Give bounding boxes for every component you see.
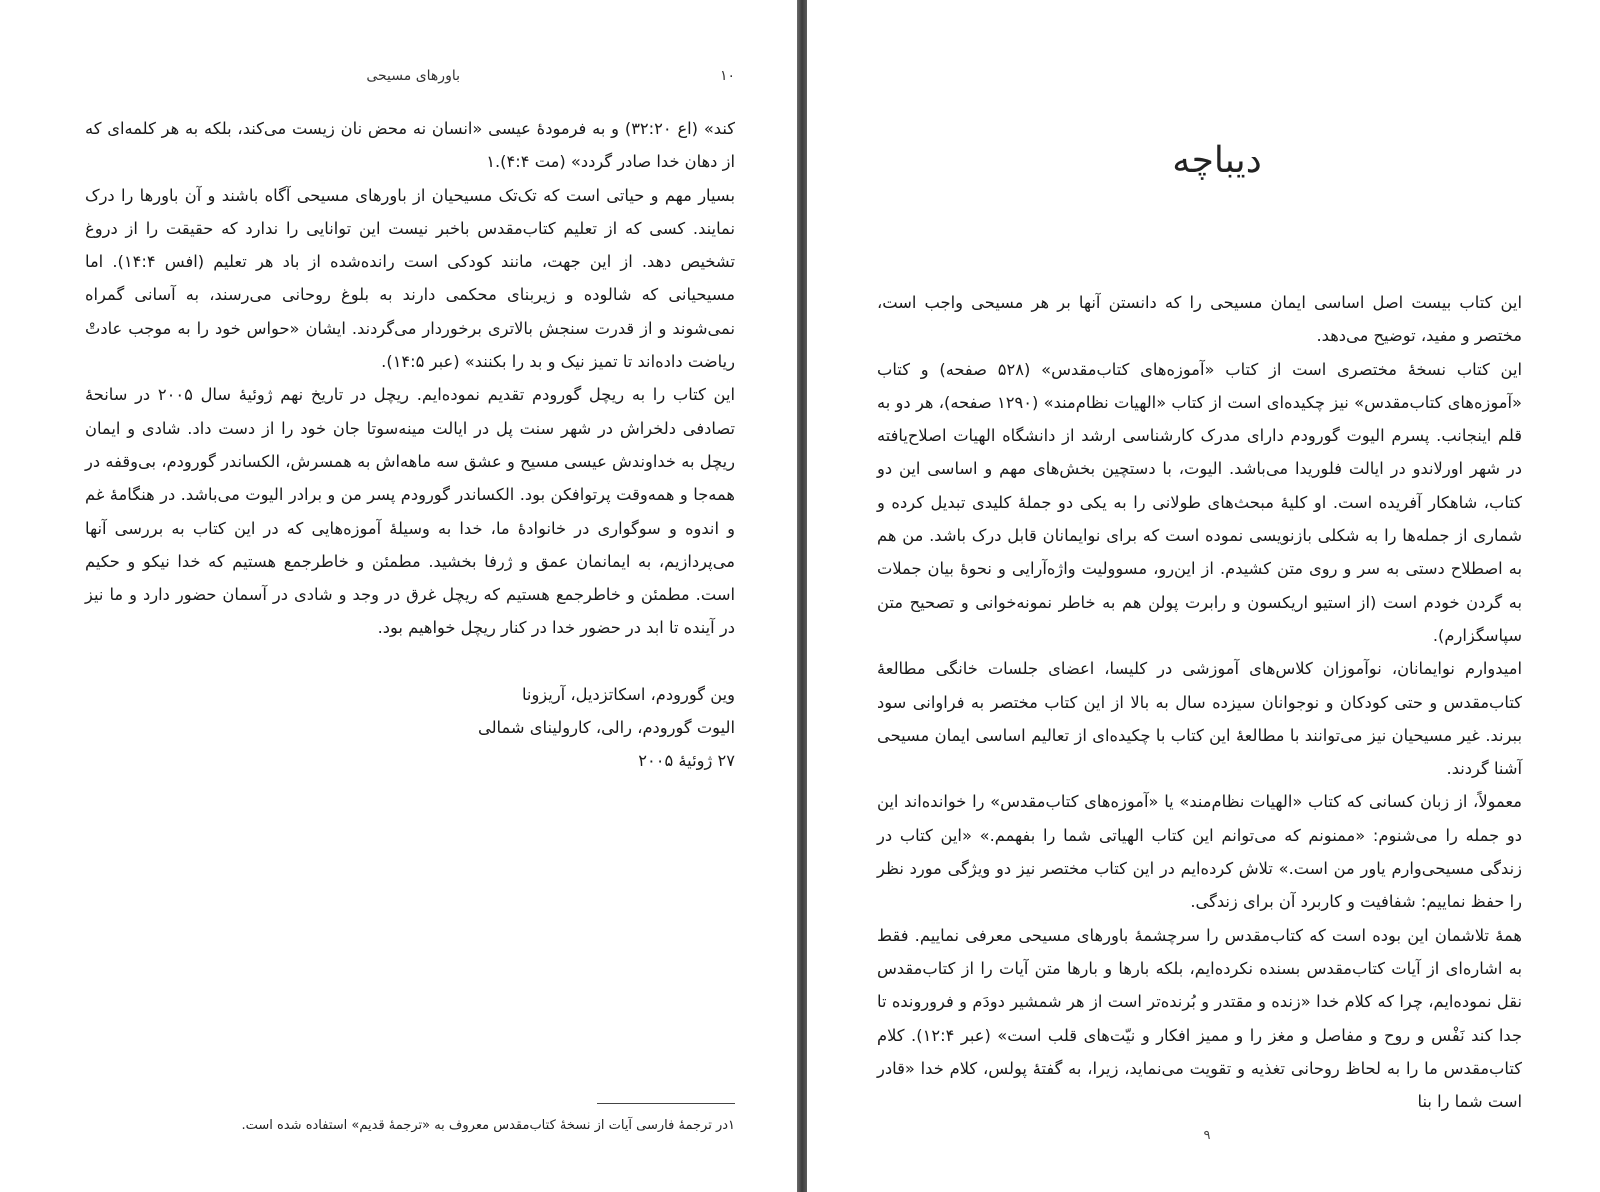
paragraph: این کتاب را به ریچل گورودم تقدیم نموده‌ایم. ریچل در تاریخ نهم ژوئیهٔ سال ۲۰۰۵ در سانحهٔ تصادفی دلخراش در شهر سنت پل در ایالت مینه‌سوتا جان خود را از دست داد. شادی و ایمان ریچل به خداوندش عیسی مسیح و عشق سه ماهه‌اش به همسرش، الکساندر گورودم، بی‌وقفه در همه‌جا و همه‌وقت پرتوافکن بود. الکساندر گورودم پسر من و برادر الیوت می‌باشد. در هنگامهٔ غم و اندوه و سوگواری در خانوادهٔ ما، خدا به وسیلهٔ آموزه‌هایی که در این کتاب به بررسی آنها می‌پردازیم، به ایمانمان عمق و ژرفا بخشید. مطمئن و خاطرجمع هستیم که خدا نیکو و حکیم است. مطمئن و خاطرجمع هستیم که ریچل غرق در وجد و شادی در آسمان حضور دارد و ما نیز در آینده تا ابد در حضور خدا در کنار ریچل خواهیم بود. xyxy=(85,385,735,638)
footnote: ۱در ترجمهٔ فارسی آیات از نسخهٔ کتاب‌مقدس معروف به «ترجمهٔ قدیم» استفاده شده است. xyxy=(241,1118,735,1133)
right-page-number: ۹ xyxy=(1203,1128,1211,1143)
left-body-text xyxy=(85,112,735,778)
signature-line: وین گورودم، اسکاتزدیل، آریزونا xyxy=(521,684,735,704)
left-page xyxy=(0,0,797,1192)
footnote-rule xyxy=(597,1103,735,1104)
chapter-title: دیباچه xyxy=(1172,140,1262,181)
paragraph: این کتاب بیست اصل اساسی ایمان مسیحی را که دانستن آنها بر هر مسیحی واجب است، مختصر و مفید، توضیح می‌دهد. xyxy=(877,293,1522,346)
right-body-text xyxy=(877,286,1522,1118)
paragraph: این کتاب نسخهٔ مختصری است از کتاب «آموزه‌های کتاب‌مقدس» (۵۲۸ صفحه) و کتاب «آموزه‌های کتاب‌مقدس» نیز چکیده‌ای است از کتاب «الهیات نظام‌مند» (۱۲۹۰ صفحه)، هر دو به قلم اینجانب. پسرم الیوت گورودم دارای مدرک کارشناسی ارشد از دانشگاه الهیات اصلاح‌یافته در شهر اورلاندو در ایالت فلوریدا می‌باشد. الیوت، با دستچین بخش‌های مهم و اساسی این دو کتاب، شاهکار آفریده است. او کلیهٔ مبحث‌های طولانی را به یکی دو جملهٔ کلیدی تبدیل کرده و شماری از جمله‌ها را به شکلی بازنویسی نموده است که برای نوایمانان قابل درک باشد. من هم به اصطلاح دستی به سر و روی متن کشیدم. از این‌رو، مسوولیت واژه‌آرایی و نحوهٔ بیان جملات به گردن خودم است (از استیو اریکسون و رابرت پولن هم به خاطر نمونه‌خوانی و تصحیح متن سپاسگزارم). xyxy=(877,359,1522,645)
book-gutter xyxy=(797,0,807,1192)
signature-block xyxy=(85,678,735,778)
paragraph: کند» (اع ۳۲:۲۰) و به فرمودهٔ عیسی «انسان نه محض نان زیست می‌کند، بلکه به هر کلمه‌ای که از دهان خدا صادر گردد» (مت ۴:۴).۱ xyxy=(85,119,735,172)
signature-date: ۲۷ ژوئیهٔ ۲۰۰۵ xyxy=(638,751,735,771)
paragraph: بسیار مهم و حیاتی است که تک‌تک مسیحیان از باورهای مسیحی آگاه باشند و آن باورها را درک نمایند. کسی که از تعلیم کتاب‌مقدس باخبر نیست این توانایی را ندارد که حقیقت را از دروغ تشخیص دهد. از این جهت، مانند کودکی است رانده‌شده از باد هر تعلیم (افس ۱۴:۴). اما مسیحیانی که شالوده و زیربنای محکمی دارند به بلوغ روحانی می‌رسند، به آسانی گمراه نمی‌شوند و از قدرت سنجش بالاتری برخوردار می‌گردند. ایشان «حواس خود را به موجب عادتْ ریاضت داده‌اند تا تمیز نیک و بد را بکنند» (عبر ۱۴:۵). xyxy=(85,185,735,372)
running-head-title: باورهای مسیحی xyxy=(366,68,460,84)
signature-line: الیوت گورودم، رالی، کارولینای شمالی xyxy=(478,718,735,738)
paragraph: همهٔ تلاشمان این بوده است که کتاب‌مقدس را سرچشمهٔ باورهای مسیحی معرفی نماییم. فقط به اشاره‌ای از آیات کتاب‌مقدس بسنده نکرده‌ایم، بلکه بارها و بارها متن آیات را از کتاب‌مقدس نقل نموده‌ایم، چرا که کلام خدا «زنده و مقتدر و بُرنده‌تر است از هر شمشیر دودَم و فرورونده تا جدا کند نَفْس و روح و مفاصل و مغز را و ممیز افکار و نیّت‌های قلب است» (عبر ۱۲:۴). کلام کتاب‌مقدس ما را به لحاظ روحانی تغذیه و تقویت می‌نماید، زیرا، به گفتهٔ پولس، کلام خدا «قادر است شما را بنا xyxy=(877,925,1523,1112)
left-page-number: ۱۰ xyxy=(719,68,735,84)
paragraph: معمولاً، از زبان کسانی که کتاب «الهیات نظام‌مند» یا «آموزه‌های کتاب‌مقدس» را خوانده‌اند این دو جمله را می‌شنوم: «ممنونم که می‌توانم این کتاب الهیاتی شما را بفهمم.» «این کتاب در زندگی مسیحی‌وارم یاور من است.» تلاش کرده‌ایم در این کتاب مختصر نیز دو ویژگی مورد نظر را حفظ نماییم: شفافیت و کاربرد آن برای زندگی. xyxy=(877,792,1522,912)
right-page xyxy=(807,0,1600,1192)
running-head xyxy=(85,64,735,92)
paragraph: امیدوارم نوایمانان، نوآموزان کلاس‌های آموزشی در کلیسا، اعضای جلسات خانگی مطالعهٔ کتاب‌مقدس و حتی کودکان و نوجوانان سیزده سال به بالا از این کتاب مختصر به فراوانی سود ببرند. غیر مسیحیان نیز می‌توانند با مطالعهٔ این کتاب با چکیده‌ای از تعالیم اساسی ایمان مسیحی آشنا گردند. xyxy=(877,659,1522,779)
